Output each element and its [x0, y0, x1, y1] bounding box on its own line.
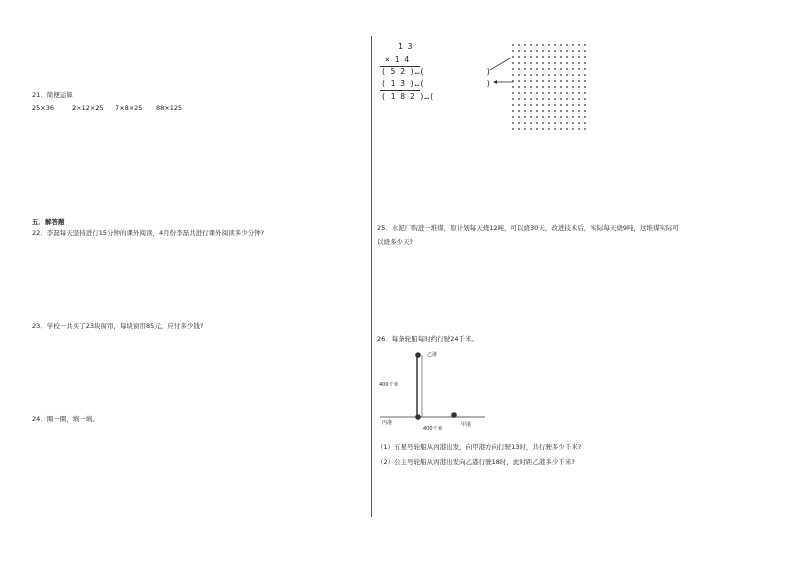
grid-dot: [572, 110, 574, 112]
grid-dot: [578, 74, 580, 76]
grid-dot: [518, 50, 520, 52]
grid-dot: [566, 80, 568, 82]
grid-dot: [524, 56, 526, 58]
grid-dot: [524, 44, 526, 46]
grid-dot: [554, 44, 556, 46]
grid-dot: [560, 98, 562, 100]
grid-dot: [536, 68, 538, 70]
grid-dot: [584, 44, 586, 46]
q25-text-line-1: 25．水泥厂购进一堆煤，原计划每天烧12吨，可以烧30天，改进技术后，实际每天烧9吨，这堆煤实际可: [377, 224, 679, 232]
grid-dot: [566, 56, 568, 58]
grid-dot: [578, 50, 580, 52]
grid-dot: [530, 86, 532, 88]
grid-dot: [578, 80, 580, 82]
grid-dot: [512, 122, 514, 124]
arrow-head: [493, 80, 497, 84]
grid-dot: [560, 44, 562, 46]
grid-dot: [530, 104, 532, 106]
grid-dot: [524, 86, 526, 88]
grid-dot: [542, 44, 544, 46]
grid-dot: [554, 56, 556, 58]
grid-dot: [548, 62, 550, 64]
grid-dot: [518, 116, 520, 118]
grid-dot: [584, 128, 586, 130]
grid-dot: [578, 98, 580, 100]
grid-dot: [518, 62, 520, 64]
grid-dot: [554, 116, 556, 118]
grid-dot: [566, 116, 568, 118]
port-b-dot: [415, 352, 421, 358]
dot-grid: [510, 42, 590, 132]
grid-dot: [542, 50, 544, 52]
grid-dot: [518, 128, 520, 130]
q26-text: 26．每条轮船每时约行驶24千米。: [377, 335, 479, 343]
grid-dot: [566, 50, 568, 52]
grid-dot: [566, 110, 568, 112]
grid-dot: [548, 128, 550, 130]
grid-dot: [542, 104, 544, 106]
grid-dot: [548, 92, 550, 94]
grid-dot: [542, 110, 544, 112]
grid-dot: [560, 50, 562, 52]
grid-dot: [578, 116, 580, 118]
grid-dot: [572, 98, 574, 100]
calc-line-2: [380, 90, 420, 91]
grid-dot: [542, 116, 544, 118]
grid-dot: [554, 98, 556, 100]
grid-dot: [524, 122, 526, 124]
grid-dot: [536, 74, 538, 76]
grid-dot: [578, 122, 580, 124]
grid-dot: [536, 98, 538, 100]
grid-dot: [530, 62, 532, 64]
arrow-line-1: [490, 58, 510, 70]
grid-dot: [572, 68, 574, 70]
grid-dot: [542, 98, 544, 100]
grid-dot: [518, 74, 520, 76]
port-c-dot: [415, 414, 421, 420]
grid-dot: [536, 80, 538, 82]
grid-dot: [572, 74, 574, 76]
grid-dot: [572, 62, 574, 64]
grid-dot: [518, 68, 520, 70]
grid-dot: [548, 50, 550, 52]
grid-dot: [584, 116, 586, 118]
grid-dot: [512, 56, 514, 58]
grid-dot: [560, 80, 562, 82]
grid-dot: [536, 92, 538, 94]
grid-dot: [578, 86, 580, 88]
grid-dot: [554, 86, 556, 88]
calc-row-3: ( 5 2 )…(: [381, 67, 425, 76]
grid-dot: [512, 92, 514, 94]
grid-dot: [560, 104, 562, 106]
grid-dot: [518, 122, 520, 124]
grid-dot: [536, 116, 538, 118]
grid-dot: [548, 122, 550, 124]
q23-text: 23．学校一共买了23块窗帘，每块窗帘85元，应付多少钱?: [32, 322, 204, 330]
q26-sub-2: （2）公主号轮船从丙港出发向乙港行驶18时，此时距乙港多少千米?: [377, 458, 575, 466]
grid-dot: [566, 122, 568, 124]
grid-dot: [566, 44, 568, 46]
grid-dot: [554, 122, 556, 124]
grid-dot: [524, 68, 526, 70]
grid-dot: [536, 50, 538, 52]
grid-dot: [578, 110, 580, 112]
grid-dot: [554, 104, 556, 106]
grid-dot: [572, 86, 574, 88]
grid-dot: [560, 122, 562, 124]
grid-dot: [530, 80, 532, 82]
grid-dot: [560, 86, 562, 88]
grid-dot: [518, 44, 520, 46]
grid-dot: [524, 62, 526, 64]
grid-dot: [512, 128, 514, 130]
grid-dot: [536, 44, 538, 46]
grid-dot: [512, 110, 514, 112]
grid-dot: [584, 62, 586, 64]
grid-dot: [518, 92, 520, 94]
grid-dot: [554, 74, 556, 76]
grid-dot: [530, 128, 532, 130]
grid-dot: [530, 50, 532, 52]
grid-dot: [572, 104, 574, 106]
grid-dot: [512, 116, 514, 118]
grid-dot: [560, 110, 562, 112]
grid-dot: [560, 62, 562, 64]
grid-dot: [530, 92, 532, 94]
grid-dot: [560, 74, 562, 76]
grid-dot: [584, 68, 586, 70]
grid-dot: [542, 56, 544, 58]
grid-dot: [518, 80, 520, 82]
grid-dot: [530, 74, 532, 76]
calc-row-4: ( 1 3 )…(: [381, 79, 425, 88]
grid-dot: [578, 56, 580, 58]
q25-text-line-2: 以烧多少天?: [377, 238, 413, 246]
grid-dot: [518, 98, 520, 100]
port-a-dot: [451, 412, 457, 418]
grid-dot: [566, 92, 568, 94]
grid-dot: [512, 74, 514, 76]
grid-dot: [548, 98, 550, 100]
grid-dot: [530, 122, 532, 124]
grid-dot: [548, 44, 550, 46]
grid-dot: [566, 62, 568, 64]
grid-dot: [524, 98, 526, 100]
grid-dot: [548, 74, 550, 76]
grid-dot: [524, 74, 526, 76]
calc-paren-close-1: ): [486, 67, 491, 76]
grid-dot: [512, 80, 514, 82]
vertical-distance-label: 400千米: [379, 382, 399, 388]
q21-item-1: 25×36: [32, 104, 54, 112]
grid-dot: [530, 44, 532, 46]
grid-dot: [572, 80, 574, 82]
grid-dot: [524, 116, 526, 118]
grid-dot: [572, 128, 574, 130]
calc-row-5: ( 1 8 2 )…(: [381, 92, 434, 101]
grid-dot: [572, 92, 574, 94]
grid-dot: [512, 62, 514, 64]
grid-dot: [566, 68, 568, 70]
q22-text: 22．李磊每天坚持进行15分钟的课外阅读，4月份李磊共进行课外阅读多少分钟?: [32, 229, 265, 237]
grid-dot: [548, 110, 550, 112]
grid-dot: [584, 80, 586, 82]
grid-dot: [530, 68, 532, 70]
grid-dot: [584, 50, 586, 52]
grid-dot: [512, 44, 514, 46]
grid-dot: [542, 74, 544, 76]
grid-dot: [560, 92, 562, 94]
grid-dot: [578, 68, 580, 70]
grid-dot: [572, 44, 574, 46]
grid-dot: [554, 110, 556, 112]
grid-dot: [560, 56, 562, 58]
grid-dot: [518, 110, 520, 112]
grid-dot: [524, 92, 526, 94]
grid-dot: [584, 86, 586, 88]
grid-dot: [548, 86, 550, 88]
grid-dot: [554, 80, 556, 82]
grid-dot: [554, 62, 556, 64]
grid-dot: [542, 122, 544, 124]
grid-dot: [518, 86, 520, 88]
grid-dot: [548, 116, 550, 118]
grid-dot: [512, 98, 514, 100]
grid-dot: [542, 128, 544, 130]
grid-dot: [530, 56, 532, 58]
grid-dot: [572, 56, 574, 58]
port-c-label: 丙港: [382, 420, 393, 426]
grid-dot: [554, 68, 556, 70]
grid-dot: [560, 128, 562, 130]
grid-dot: [512, 68, 514, 70]
grid-dot: [536, 86, 538, 88]
grid-dot: [578, 44, 580, 46]
grid-dot: [566, 74, 568, 76]
grid-dot: [536, 110, 538, 112]
port-a-label: 甲港: [461, 422, 472, 428]
grid-dot: [536, 122, 538, 124]
port-b-label: 乙港: [427, 352, 438, 358]
grid-dot: [566, 128, 568, 130]
grid-dot: [542, 62, 544, 64]
grid-dot: [554, 50, 556, 52]
grid-dot: [584, 122, 586, 124]
grid-dot: [584, 56, 586, 58]
grid-dot: [572, 50, 574, 52]
horizontal-distance-label: 400千米: [423, 426, 443, 432]
q26-sub-1: （1）五星号轮船从丙港出发，向甲港方向行驶13时，共行驶多少千米?: [377, 443, 582, 451]
section-5-title: 五．解答题: [32, 218, 65, 226]
grid-dot: [524, 50, 526, 52]
grid-dot: [578, 104, 580, 106]
grid-dot: [584, 92, 586, 94]
grid-dot: [584, 74, 586, 76]
grid-dot: [566, 104, 568, 106]
grid-dot: [518, 56, 520, 58]
grid-dot: [584, 110, 586, 112]
grid-dot: [584, 104, 586, 106]
grid-dot: [524, 128, 526, 130]
grid-dot: [530, 98, 532, 100]
grid-dot: [512, 104, 514, 106]
grid-dot: [584, 98, 586, 100]
grid-dot: [536, 62, 538, 64]
q21-item-4: 88×125: [156, 104, 183, 112]
grid-dot: [542, 68, 544, 70]
grid-dot: [542, 86, 544, 88]
grid-dot: [548, 104, 550, 106]
calc-row-2: × 1 4: [385, 55, 410, 64]
grid-dot: [578, 92, 580, 94]
grid-dot: [536, 104, 538, 106]
grid-dot: [512, 50, 514, 52]
q21-item-3: 7×8×25: [115, 104, 143, 112]
grid-dot: [536, 128, 538, 130]
grid-dot: [512, 86, 514, 88]
grid-dot: [524, 104, 526, 106]
calc-paren-close-2: ): [486, 79, 491, 88]
q24-text: 24．圈一圈，填一填。: [32, 415, 99, 423]
grid-dot: [560, 68, 562, 70]
grid-dot: [578, 128, 580, 130]
grid-dot: [542, 80, 544, 82]
q21-title: 21．简便运算: [32, 91, 73, 99]
grid-dot: [530, 116, 532, 118]
grid-dot: [548, 56, 550, 58]
grid-dot: [536, 56, 538, 58]
grid-dot: [560, 116, 562, 118]
calc-row-1: 1 3: [398, 42, 413, 51]
grid-dot: [524, 80, 526, 82]
column-divider: [371, 36, 372, 517]
grid-dot: [566, 98, 568, 100]
grid-dot: [572, 122, 574, 124]
grid-dot: [572, 116, 574, 118]
grid-dot: [548, 68, 550, 70]
grid-dot: [578, 62, 580, 64]
grid-dot: [524, 110, 526, 112]
grid-dot: [554, 92, 556, 94]
q21-item-2: 2×12×25: [72, 104, 104, 112]
grid-dot: [554, 128, 556, 130]
grid-dot: [566, 86, 568, 88]
grid-dot: [530, 110, 532, 112]
grid-dot: [542, 92, 544, 94]
grid-dot: [518, 104, 520, 106]
grid-dot: [548, 80, 550, 82]
